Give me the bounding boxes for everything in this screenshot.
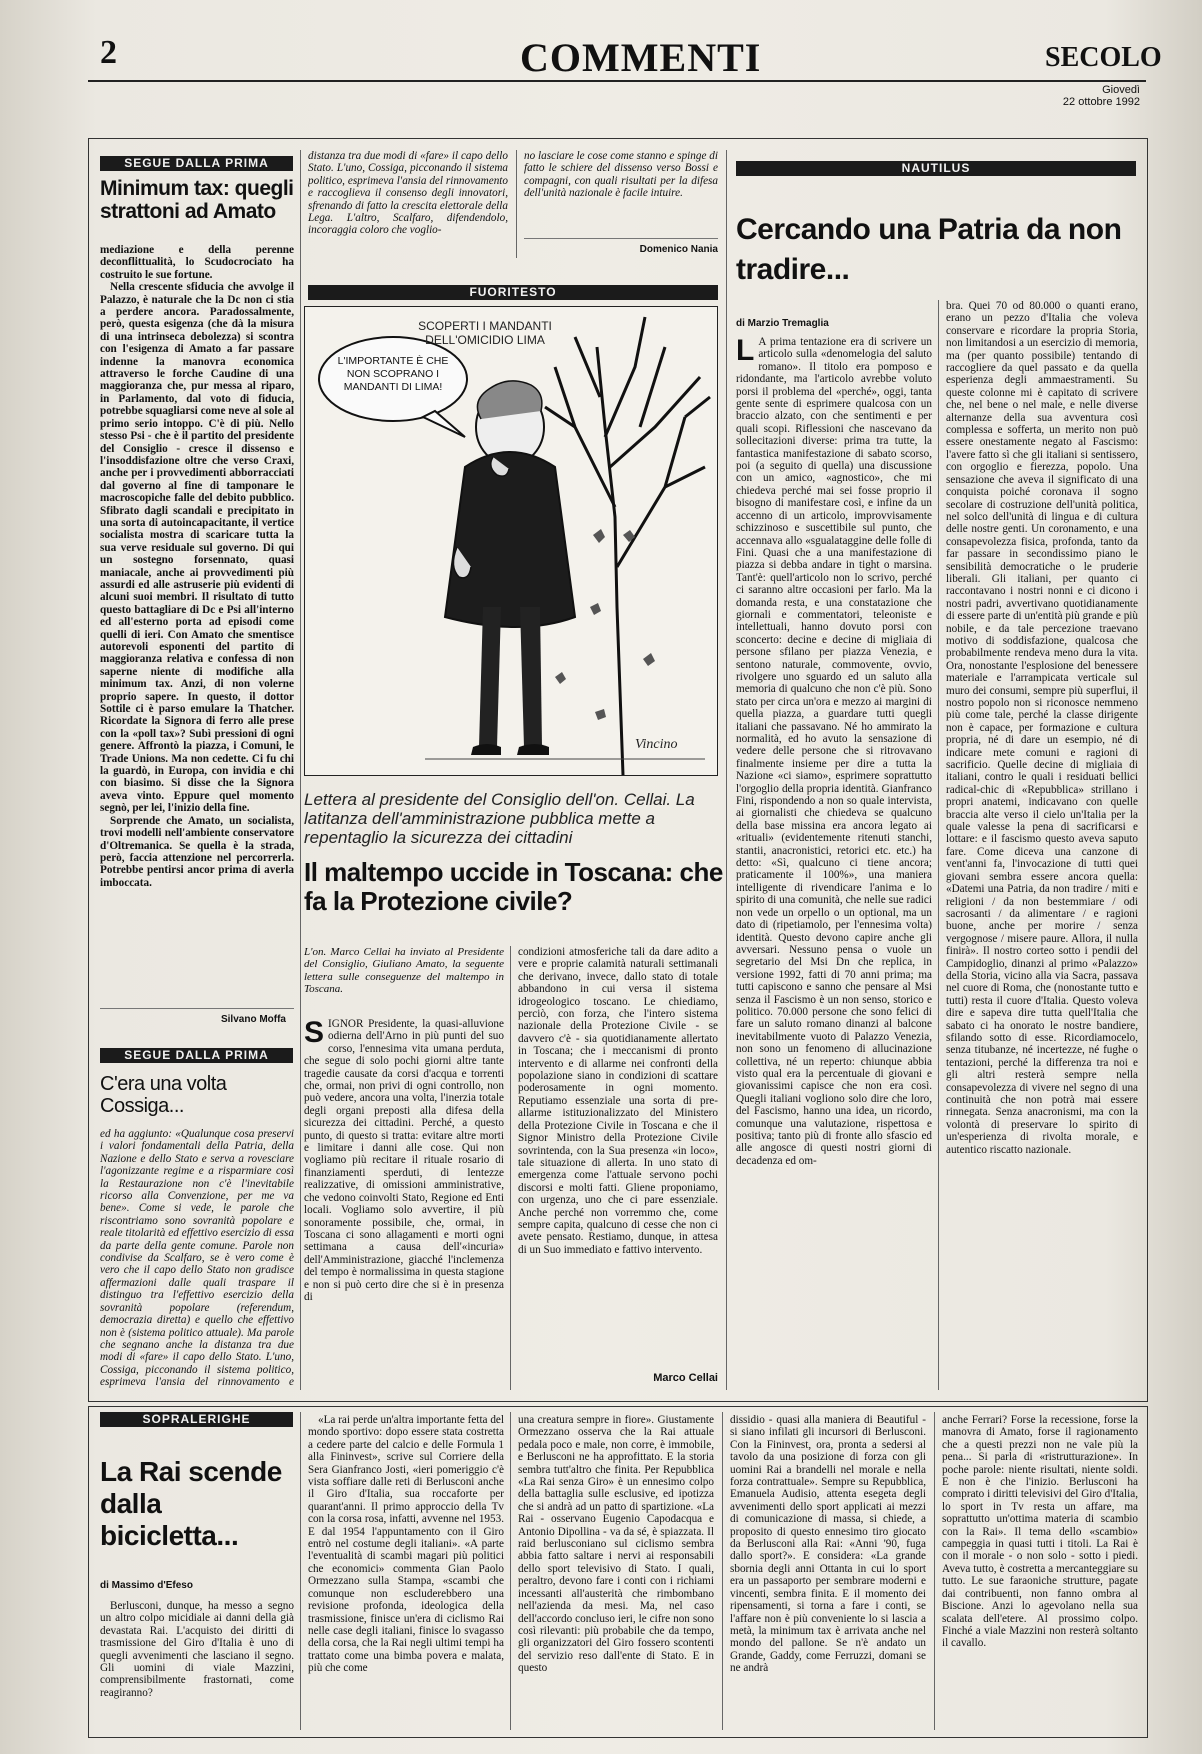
article2-headline: C'era una volta Cossiga... — [100, 1073, 227, 1117]
leaf-icon — [555, 529, 655, 720]
article5-byline: di Massimo d'Efeso — [100, 1580, 193, 1591]
dateline-day: Giovedì — [1102, 84, 1140, 96]
column-separator — [510, 946, 511, 1390]
article2-kicker: SEGUE DALLA PRIMA — [100, 1048, 293, 1063]
article2-body-col2 — [308, 150, 508, 258]
article4-body-col1 — [736, 336, 932, 1386]
column-separator — [300, 150, 301, 1390]
dropcap: L — [736, 336, 755, 367]
article4-headline: Cercando una Patria da non tradire... — [736, 213, 1122, 286]
article2-body-col1 — [100, 1128, 294, 1390]
cartoon-sign-text: SCOPERTI I MANDANTI DELL'OMICIDIO LIMA — [418, 319, 552, 347]
article1-paragraph: Sorprende che Amato, un socialista, trovi modelli nell'ambiente conservatore d'Oltremanica. Se quella è la strada, però, faccia attenzione nel percorrerla. Potrebbe pentirsi ancor prima di averla imboccata. — [100, 814, 294, 889]
article3-deck: Lettera al presidente del Consiglio dell'on. Cellai. La latitanza dell'amministrazione pubblica mette a repentaglio la sicurezza dei cittadini — [304, 790, 695, 847]
newspaper-logo: SECOLO — [1045, 42, 1162, 73]
article4-kicker: NAUTILUS — [736, 161, 1136, 176]
article4-paragraph: A prima tentazione era di scrivere un articolo sulla «denomelogia del saluto romano». Il titolo era pomposo e ridondante, ma l'articolo avrebbe voluto porsi il problema del «perché», oggi, tanta gente sente di esprimere qualcosa con un braccio alzato, con che sentimenti e per quali scopi. Riflessioni che nascevano da sollecitazioni diverse: prima tra tutte, la fantastica manifestazione di sabato scorso, poi (a seguito di quella) una discussione con un amico, «agnostico», che mi chiedeva perché mai sei fosse proprio il bisogno di manifestare così, e infine da un accenno di un articolo, improvvisamente schizzinoso e suscettibile sul punto, che accennava allo «sgualataggine delle folle di Fini. Quasi che a una manifestazione di piazza si debba andare in tight o marsina. Tant'è: quell'articolo non lo scrivo, perché ci saranno altre occasioni per farlo. Ma la domanda resta, e una constatazione che giornali e commentatori, teleoniste e intellettuali, hanno dovuto porsi con sconcerto: decine e decine di migliaia di persone sfilano per piazza Venezia, e sentono naturale, commovente, ovvio, rivolgere uno sguardo ed un saluto alla memoria di qualcuno che non c'è più. Sono stato per circa un'ora e mezzo ai margini di quella piazza, a guardare tutti quegli italiani che passavano. Né ho ammirato la normalità, ed ho avuto la sensazione di vedere delle persone che si ritrovavano finalmente insieme per dire a tutta la Nazione «ci siamo», esprimere soprattutto l'orgoglio della propria identità. Gianfranco Fini, rispondendo a non so quale intervista, ai giornalisti che chiedeva se qualcuno della base missina era ancora legato ai «rituali» (evidentemente ritenuti stanchi, stantii, anacronistici, retorici etc. etc.) ha detto: «Sì, qualcuno ci tiene ancora; praticamente il 100%», una maniera intelligente di rivendicare l'anima e lo spirito di una comunità, che nelle sue radici non vede un orpello o un optional, ma un dato di (ripetiamolo, per l'ennesima volta) identità. Questo devono capire anche gli avversari. Nessuno pensa o vuole un segretario del Msi Dn che replica, in versione 1992, fatti di 70 anni prima; ma tutti capiscono e sanno che pensare al Msi senza il Fascismo è un non senso, storico e politico. 70.000 persone che sono felici di fare un saluto romano dinanzi al balcone inevitabilmente vuoto di Palazzo Venezia, non sono un fenomeno di allucinazione collettiva, né un reperto: chiunque abbia visto qual era la percentuale di giovani e giovanissimi capisce che non era così. Quegli italiani vogliono solo dire che loro, del Fascismo, hanno una idea, un ricordo, comunque una valutazione, rispettosa e positiva; tanto più di fronte allo sfascio ed alle angosce di questi nostri giorni di decadenza ed om- — [736, 336, 932, 1167]
article2-paragraph-cont: no lasciare le cose come stanno e spinge di fatto le schiere del dissenso verso Bossi e compagni, con quali risultati per la difesa dell'unità nazionale è facile intuire. — [524, 150, 718, 200]
dateline-date: 22 ottobre 1992 — [1062, 96, 1140, 108]
article2-body-col3 — [524, 150, 718, 230]
article3-signature: Marco Cellai — [653, 1372, 718, 1384]
article5-paragraph: anche Ferrari? Forse la recessione, forse la manovra di Amato, forse il ragionamento che a questi prezzi non ne vale più la pena... Si parla di «ristrutturazione». In poche parole: niente risultati, niente soldi. E non è che l'inizio. Berlusconi ha comprato i diritti televisivi del Giro d'Italia, lo sport in Tv resta un affare, ma soprattutto un'ottima materia di scambio con la Rai». Il tema dello «scambio» campeggia in quasi tutti i titoli. La Rai è con il morale - o non solo - sotto i piedi. Aveva tutto, è costretta a mercanteggiare su tutto. Le sue faraoniche strutture, pagate dai contribuenti, non fanno ombra al Biscione. Anzi lo agevolano nella sua scalata dell'etere. Al prossimo colpo. Finché a viale Mazzini non resterà soltanto il cavallo. — [942, 1414, 1138, 1650]
article1-body — [100, 244, 294, 1004]
column-separator — [510, 1412, 511, 1730]
cartoon-kicker: FUORITESTO — [308, 285, 718, 300]
article5-headline: La Rai scende dalla bicicletta... — [100, 1456, 282, 1551]
article5-body-col4 — [730, 1414, 926, 1730]
section-title: COMMENTI — [520, 35, 762, 80]
masthead-rule — [88, 80, 1146, 82]
speech-balloon-tail — [423, 411, 465, 437]
article1-headline: Minimum tax: quegli strattoni ad Amato — [100, 177, 294, 223]
article5-body-col1 — [100, 1600, 294, 1730]
article3-body-col1 — [304, 1018, 504, 1390]
divider — [524, 238, 718, 239]
column-separator — [300, 1412, 301, 1730]
article5-body-col2 — [308, 1414, 504, 1730]
article1-kicker: SEGUE DALLA PRIMA — [100, 156, 293, 171]
article2-signature: Domenico Nania — [639, 244, 718, 255]
cartoon-balloon-text: L'IMPORTANTE È CHE NON SCOPRANO I MANDANTI DI LIMA! — [337, 355, 449, 393]
article3-body-col2 — [518, 946, 718, 1366]
tree-icon — [545, 317, 710, 775]
dropcap: S — [304, 1018, 325, 1049]
page-number: 2 — [100, 34, 117, 71]
article2-paragraph: ed ha aggiunto: «Qualunque cosa preservi i valori fondamentali della Patria, della Nazione e dello Stato e serva a rovesciare l'agonizzante regime e a risparmiare così la Restaurazione non c'è l'inevitabile ricorso alla Convenzione, per me va bene». Come si vede, le parole che riscontriamo sono sovranità popolare e reale titolarità ed effettivo esercizio di essa da parte della gente comune. Parole non condivise da Scalfaro, se è vero come è vero che il capo dello Stato non gradisce affermazioni dalle quali traspare il distinguo tra l'effettivo esercizio della sovranità popolare (referendum, democrazia diretta) e quello che effettivo non è (sistema politico attuale). Ma parole che segnano anche la distanza tra due modi di «fare» il capo dello Stato. L'uno, Cossiga, picconando il sistema politico, esprimeva l'ansia del rinnovamento e — [100, 1128, 294, 1389]
column-separator — [938, 300, 939, 1390]
cartoon-artist-signature: Vincino — [635, 737, 678, 752]
article1-paragraph: mediazione e della perenne deconflittualità, lo Scudocrociato ha costruito le sue fortune. — [100, 244, 294, 281]
article4-byline: di Marzio Tremaglia — [736, 318, 829, 329]
article3-paragraph: IGNOR Presidente, la quasi-alluvione odierna dell'Arno in più punti del suo corso, l'ennesima vita umana perduta, che segue di solo pochi giorni altre tante tragedie causate da corsi d'acqua e torrenti che, ormai, non privi di ogni controllo, non può vedere, ancora una volta, l'inerzia totale degli organi preposti alla difesa della sicurezza dei cittadini. Perché, a questo punto, di questo si tratta: evitare altre morti e limitare i danni alle cose. Qui non vogliamo più recitare il rituale rosario di finanziamenti sperduti, di lentezze realizzative, di omissioni amministrative, che vedono coinvolti Stato, Regione ed Enti locali. Vogliamo solo avvertire, il più sonoramente possibile, che, ormai, in Toscana ci sono allagamenti e morti ogni settimana a causa dell'«incuria» dell'Amministrazione, giacché l'inclemenza del tempo è normalissima in questa stagione e non si può certo dire che si è in presenza di — [304, 1018, 504, 1303]
article5-kicker: SOPRALERIGHE — [100, 1412, 293, 1427]
article5-paragraph: una creatura sempre in fiore». Giustamente Ormezzano osserva che la Rai attuale pedala poco e male, non corre, è immobile, e Berlusconi ne ha approfittato. E la storia sembra tutt'altro che finita. Per Repubblica «La Rai senza Giro» è un ennesimo colpo della battaglia sulle esclusive, ed ipotizza che si andrà ad un patto di spartizione. «La Rai - osservano Eugenio Capodacqua e Antonio Dipollina - va da sé, è spiazzata. Il raid berlusconiano sul ciclismo sembra abbia fatto saltare i nervi ai responsabili dello sport televisivo di Stato. I quali, peraltro, devono fare i conti con i richiami incessanti all'austerità che rimbombano nell'azienda da mesi. Ma, nel caso dell'accordo concluso ieri, le cifre non sono così rilevanti: più probabile che da tempo, gli organizzatori del Giro fossero scontenti del servizio reso dall'ente di Stato. E in questo — [518, 1414, 714, 1675]
article5-paragraph: dissidio - quasi alla maniera di Beautiful - si siano infilati gli incursori di Berlusconi. Con la Fininvest, ora, pronta a sedersi al tavolo da una posizione di forza con gli uomini Rai a brandelli nel morale e nella forza contrattuale». Sempre su Repubblica, Emanuela Audisio, attenta esegeta degli avvenimenti dello sport applicati ai mezzi di comunicazione di massa, si chiede, a proposito di questo ennesimo tiro giocato da Berlusconi alla Rai: «Anni '90, fuga dallo sport?». E considera: «La grande sbornia degli anni Ottanta in cui lo sport era un passaporto per sembrare moderni e vincenti, sembra finita. E il momento dei ripensamenti, si torna a fare i conti, se l'affare non è più conveniente lo si lascia a metà, la minimum tax è arrivata anche nel mondo del pallone. Se n'è andato un Grande, Gaddy, come Ferruzzi, domani se ne andrà — [730, 1414, 926, 1675]
cartoon-illustration — [304, 306, 718, 776]
article3-headline: Il maltempo uccide in Toscana: che fa la Protezione civile? — [304, 857, 723, 916]
article5-paragraph: «La rai perde un'altra importante fetta del mondo sportivo: dopo essere stata costretta a cedere parte del calcio e delle Formula 1 alla Fininvest», scrive sul Corriere della Sera Gianfranco Josti, «ieri pomeriggio c'è vista soffiare dalle reti di Berlusconi anche il Giro d'Italia, sua roccaforte per quarant'anni. Il primo approccio della Tv con la corsa rosa, infatti, avvenne nel 1953. E dal 1954 l'appuntamento con il Giro entrò nel costume degli italiani». «A parte l'eventualità di scambi magari più politici che economici» commenta Gian Paolo Ormezzano sulla Stampa, «scambi che comunque non escluderebbero una revisione profonda, ideologica della trasmissione, finisce un'era di ciclismo Rai nelle case degli italiani, finisce lo svagasso della corsa, che la Rai negli ultimi tempi ha trattato come una bimba povera e malata, più che come — [308, 1414, 504, 1675]
column-separator — [726, 150, 727, 1390]
column-separator — [516, 150, 517, 258]
article5-body-col3 — [518, 1414, 714, 1730]
article5-body-col5 — [942, 1414, 1138, 1730]
article2-paragraph-cont: distanza tra due modi di «fare» il capo dello Stato. L'uno, Cossiga, picconando il sistema politico, esprimeva l'ansia del rinnovamento e raccoglieva il consenso degli innovatori, sfrenando di fatto la crescita elettorale della Lega. L'altro, Scalfaro, difendendolo, incoraggia coloro che voglio- — [308, 150, 508, 237]
article5-paragraph: Berlusconi, dunque, ha messo a segno un altro colpo micidiale ai danni della già devastata Rai. L'acquisto dei diritti di trasmissione del Giro d'Italia è uno di quegli avvenimenti che lasciano il segno. Gli uomini di viale Mazzini, comprensibilmente frastornati, come reagiranno? — [100, 1600, 294, 1699]
article4-body-col2 — [946, 300, 1138, 1390]
column-separator — [934, 1412, 935, 1730]
column-separator — [722, 1412, 723, 1730]
article4-paragraph: bra. Quei 70 od 80.000 o quanti erano, erano un pezzo d'Italia che voleva conservare e ricordare la propria Storia, non limitandosi a un esercizio di memoria, ma (per quanto possibile) tentando di raccogliere da quel passato e da quella esperienza degli ammaestramenti. Su queste colonne mi è capitato di scrivere che, nel bene o nel male, e nelle diverse alternanze della sua avventura così complessa e sofferta, un merito non può essere onestamente negato al Fascismo: l'avere fatto sì che gli italiani si sentissero, con orgoglio e fierezza, popolo. Una sensazione che aveva il significato di una conquista poiché coronava il sogno secolare di costruzione dell'unità politica, nel solco dell'unità di lingua e di cultura delle nostre genti. Un coronamento, e una consapevolezza fisica, profonda, tanto da far passare in secondissimo piano le sensibilità democratiche o le pruderie liberali. Gli italiani, per quanto ci raccontavano i nostri nonni e ci dicono i nostri padri, avvertivano quotidianamente di essere parte di un'entità più grande e più nobile, e da tale percezione traevano motivo di soddisfazione, qualcosa che probabilmente rendeva meno dura la vita. Ora, nonostante l'esplosione del benessere materiale e l'arrampicata verticale sul muro dei consumi, sempre più superflui, il nostro popolo non si riconosce nemmeno più come tale, perché la classe dirigente non è capace, per formazione e cultura propria, né di dare un esempio, né di indicare mete comuni e ragioni di sacrificio. Quelle decine di migliaia di italiani, contro le quali i residuati bellici radical-chic di «Repubblica» strillano i propri anatemi, indicavano con quelle braccia alte verso il cielo un'Italia per la quale valesse la pena di sacrificarsi e lottare: e il fascismo questo aveva saputo fare. Come diceva una canzone di vent'anni fa, l'invocazione di tutti quei giovani sembra essere ancora quella: «Datemi una Patria, da non tradire / miti e religioni / da non bestemmiare / odi sacrosanti / da alimentare / e ragioni buone, anche per morire / senza vergognose / misere paure. Allora, il nulla finirà». Il nostro corteo sotto i pendii del Campidoglio, dinanzi al primo «Palazzo» della Storia, vicino alla via Sacra, passava nel cuore di Roma, che (nonostante tutto e tutti) resta il cuore d'Italia. Questo voleva dire e sapeva dire tutta quell'Italia che sabato ci ha onorato le nostre bandiere, sfilando sotto di esse. Ricordiamocelo, senza titubanze, né incertezze, né fughe o tentazioni, perché la differenza tra noi e gli altri resterà sempre nella consapevolezza di vivere nel segno di una continuità che non potrà mai essere rinnegata. Senza anacronismi, ma con la volontà di preservare lo spirito di un'esperienza di rivolta morale, e autentico riscatto nazionale. — [946, 300, 1138, 1156]
article3-intro: L'on. Marco Cellai ha inviato al Presidente del Consiglio, Giuliano Amato, la seguente lettera sulle conseguenze del maltempo in Toscana. — [304, 946, 504, 996]
dateline — [1040, 84, 1140, 108]
divider — [100, 1008, 294, 1009]
article3-paragraph: condizioni atmosferiche tali da dare adito a vere e proprie calamità naturali settimanali che derivano, invece, dallo stato di totale abbandono in cui versa il sistema idrogeologico toscano. Le chiediamo, perciò, con forza, che l'intero sistema nazionale della Protezione Civile - se davvero c'è - sia quotidianamente allertato in Toscana; che i meccanismi di pronto intervento e di allarme nei confronti della popolazione siano in condizioni di scattare poderosamente in ogni momento. Reputiamo essenziale una sorta di pre-allarme istituzionalizzato del Ministero della Protezione Civile in Toscana e che il Signor Ministro della Protezione Civile sovrintenda, con la Sua presenza «in loco», tale situazione di allerta. In uno stato di emergenza come l'attuale servono pochi discorsi e molti fatti. Gliene proponiamo, con urgenza, uno che ci pare essenziale. Anche perché non vorremmo che, come sempre capita, qualcuno di cesse che non ci avete pensato. Restiamo, dunque, in attesa di un Suo immediato e fattivo intervento. — [518, 946, 718, 1256]
article1-signature: Silvano Moffa — [220, 1014, 286, 1025]
article1-paragraph: Nella crescente sfiducia che avvolge il Palazzo, è naturale che la Dc non ci stia a perdere ancora. Paradossalmente, però, questa esigenza (che dà la misura di una intrinseca debolezza) si scontra con l'esigenza di Amato a far passare indenne la manovra economica attraverso le forche Caudine di una maggioranza che, pur messa al riparo, in Parlamento, dal voto di fiducia, potrebbe squagliarsi come neve al sole al primo serio intoppo. C'è di più. Nello stesso Psi - che è il partito del presidente del Consiglio - cresce il dissenso e l'insoddisfazione oltre che verso Craxi, anche per i provvedimenti abborracciati dal governo al fine di tamponare le macroscopiche falle del debito pubblico. Sfibrato dagli scandali e precipitato in una sorta di autoincapacitante, il vertice socialista mostra di scaricare tutta la sua verve residuale sul governo. Di qui un sostegno forsennato, quasi maniacale, anche ai provvedimenti più assurdi ed alle astruserie più evidenti di alcuni suoi membri. Il risultato di tutto questo battagliare di Dc e Psi all'interno ed all'esterno porta ad episodi come quelli di ieri. Con Amato che smentisce autorevoli esponenti del partito di maggioranza relativa e confessa di non saperne niente di modifiche alla minimum tax. Anzi, di non volerne proprio sapere. In questo, il dottor Sottile ci è parso emulare la Thatcher. Ricordate la Signora di ferro alle prese con la «poll tax»? Subì pressioni di ogni genere. Affrontò la piazza, i Comuni, le Trade Unions. Ma non cedette. Ci fu chi la guardò, in Europa, con invidia e chi con biasimo. Si disse che la Signora aveva vinto. Eppure quel momento segnò, per lei, l'inizio della fine. — [100, 281, 294, 815]
